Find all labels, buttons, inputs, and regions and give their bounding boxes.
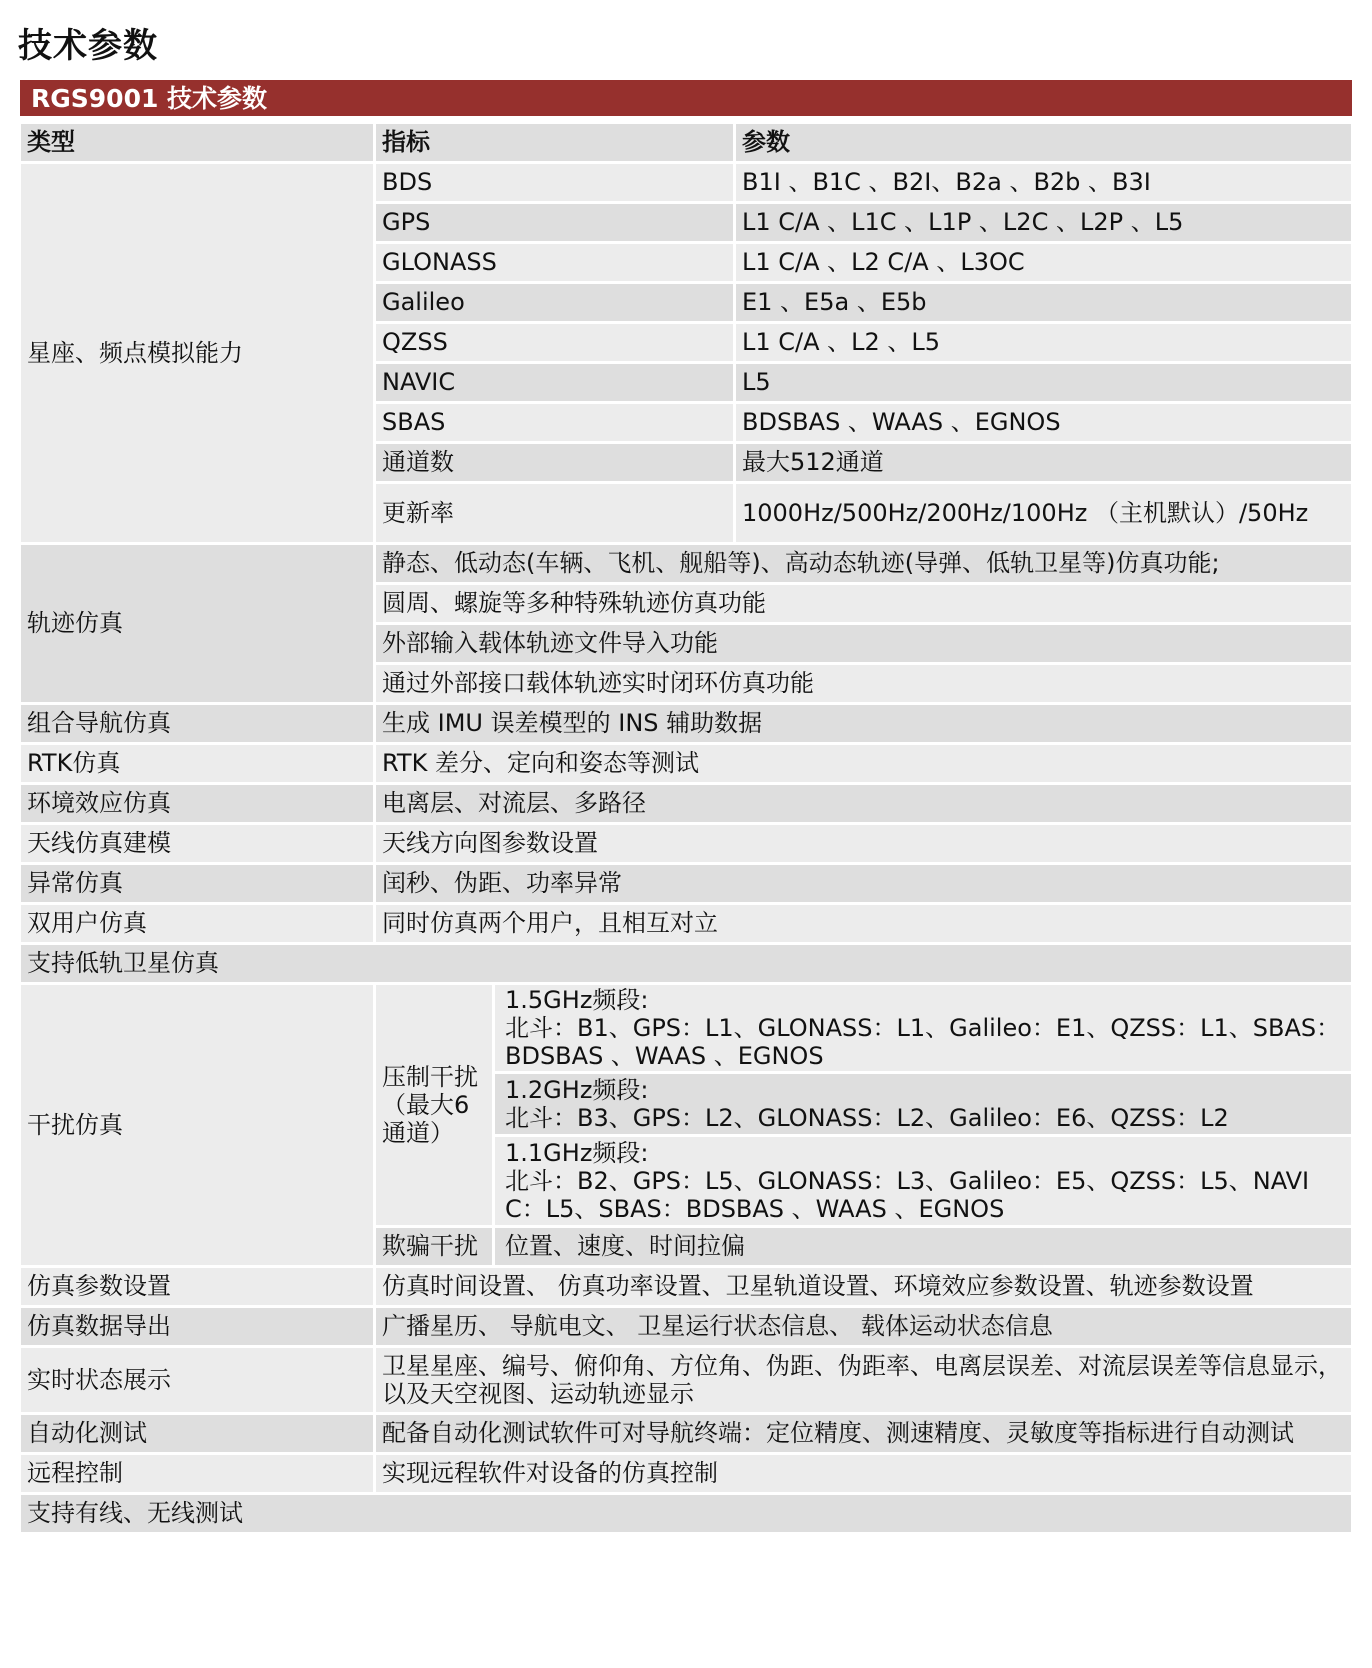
band-cell: 1.2GHz频段: 北斗：B3、GPS：L2、GLONASS：L2、Galileo：E6、QZSS：L2 bbox=[495, 1074, 1351, 1134]
type-cell: 组合导航仿真 bbox=[21, 705, 373, 742]
type-cell: 仿真参数设置 bbox=[21, 1268, 373, 1305]
table-row bbox=[21, 705, 1351, 742]
spec-table bbox=[18, 121, 1354, 1535]
param-cell: 电离层、对流层、多路径 bbox=[376, 785, 1351, 822]
page-title: 技术参数 bbox=[18, 26, 158, 66]
param-cell: 外部输入载体轨迹文件导入功能 bbox=[376, 625, 1351, 662]
type-cell: 支持有线、无线测试 bbox=[21, 1495, 1351, 1532]
type-cell: 自动化测试 bbox=[21, 1415, 373, 1452]
param-cell: 位置、速度、时间拉偏 bbox=[495, 1228, 1351, 1265]
param-cell: 静态、低动态(车辆、飞机、舰船等)、高动态轨迹(导弹、低轨卫星等)仿真功能; bbox=[376, 545, 1351, 582]
type-cell: 支持低轨卫星仿真 bbox=[21, 945, 1351, 982]
table-row bbox=[21, 905, 1351, 942]
index-cell: NAVIC bbox=[376, 364, 733, 401]
header-type: 类型 bbox=[21, 124, 373, 161]
param-cell: 广播星历、 导航电文、 卫星运行状态信息、 载体运动状态信息 bbox=[376, 1308, 1351, 1345]
header-param: 参数 bbox=[736, 124, 1351, 161]
index-cell: GLONASS bbox=[376, 244, 733, 281]
param-cell: 生成 IMU 误差模型的 INS 辅助数据 bbox=[376, 705, 1351, 742]
index-cell: Galileo bbox=[376, 284, 733, 321]
table-row bbox=[21, 1495, 1351, 1532]
param-cell: 1000Hz/500Hz/200Hz/100Hz （主机默认）/50Hz bbox=[736, 484, 1351, 542]
table-row bbox=[21, 745, 1351, 782]
param-cell: 通过外部接口载体轨迹实时闭环仿真功能 bbox=[376, 665, 1351, 702]
param-cell: 最大512通道 bbox=[736, 444, 1351, 481]
type-cell: 仿真数据导出 bbox=[21, 1308, 373, 1345]
index-cell: QZSS bbox=[376, 324, 733, 361]
param-cell: BDSBAS 、WAAS 、EGNOS bbox=[736, 404, 1351, 441]
table-row bbox=[21, 825, 1351, 862]
index-cell: 更新率 bbox=[376, 484, 733, 542]
table-row bbox=[21, 945, 1351, 982]
param-cell: 仿真时间设置、 仿真功率设置、卫星轨道设置、环境效应参数设置、轨迹参数设置 bbox=[376, 1268, 1351, 1305]
type-cell: 异常仿真 bbox=[21, 865, 373, 902]
type-cell: 环境效应仿真 bbox=[21, 785, 373, 822]
index-cell: 通道数 bbox=[376, 444, 733, 481]
param-cell: L1 C/A 、L2 、L5 bbox=[736, 324, 1351, 361]
table-row bbox=[21, 865, 1351, 902]
param-cell: L5 bbox=[736, 364, 1351, 401]
table-header-row bbox=[21, 124, 1351, 161]
spoof-label: 欺骗干扰 bbox=[376, 1228, 492, 1265]
category-interference: 干扰仿真 bbox=[21, 985, 373, 1265]
table-row bbox=[21, 545, 1351, 582]
table-row bbox=[21, 985, 1351, 1071]
param-cell: 天线方向图参数设置 bbox=[376, 825, 1351, 862]
index-cell: BDS bbox=[376, 164, 733, 201]
suppression-label: 压制干扰（最大6通道） bbox=[376, 985, 492, 1225]
param-cell: E1 、E5a 、E5b bbox=[736, 284, 1351, 321]
type-cell: 天线仿真建模 bbox=[21, 825, 373, 862]
param-cell: 同时仿真两个用户，且相互对立 bbox=[376, 905, 1351, 942]
type-cell: RTK仿真 bbox=[21, 745, 373, 782]
index-cell: GPS bbox=[376, 204, 733, 241]
table-row bbox=[21, 1455, 1351, 1492]
band-cell: 1.5GHz频段: 北斗：B1、GPS：L1、GLONASS：L1、Galileo：E1、QZSS：L1、SBAS：BDSBAS 、WAAS 、EGNOS bbox=[495, 985, 1351, 1071]
spec-banner: RGS9001 技术参数 bbox=[20, 80, 1352, 116]
header-index: 指标 bbox=[376, 124, 733, 161]
band-cell: 1.1GHz频段: 北斗：B2、GPS：L5、GLONASS：L3、Galileo：E5、QZSS：L5、NAVIC：L5、SBAS：BDSBAS 、WAAS 、EGNOS bbox=[495, 1137, 1351, 1225]
table-row bbox=[21, 1415, 1351, 1452]
type-cell: 实时状态展示 bbox=[21, 1348, 373, 1412]
param-cell: L1 C/A 、L2 C/A 、L3OC bbox=[736, 244, 1351, 281]
type-cell: 双用户仿真 bbox=[21, 905, 373, 942]
table-row bbox=[21, 164, 1351, 201]
param-cell: 卫星星座、编号、俯仰角、方位角、伪距、伪距率、电离层误差、对流层误差等信息显示， 以及天空视图、运动轨迹显示 bbox=[376, 1348, 1351, 1412]
param-cell: 实现远程软件对设备的仿真控制 bbox=[376, 1455, 1351, 1492]
table-row bbox=[21, 1308, 1351, 1345]
table-row bbox=[21, 1348, 1351, 1412]
type-cell: 远程控制 bbox=[21, 1455, 373, 1492]
param-cell: L1 C/A 、L1C 、L1P 、L2C 、L2P 、L5 bbox=[736, 204, 1351, 241]
category-constellation: 星座、频点模拟能力 bbox=[21, 164, 373, 542]
category-trajectory: 轨迹仿真 bbox=[21, 545, 373, 702]
table-row bbox=[21, 785, 1351, 822]
param-cell: RTK 差分、定向和姿态等测试 bbox=[376, 745, 1351, 782]
index-cell: SBAS bbox=[376, 404, 733, 441]
param-cell: 闰秒、伪距、功率异常 bbox=[376, 865, 1351, 902]
param-cell: B1I 、B1C 、B2I、B2a 、B2b 、B3I bbox=[736, 164, 1351, 201]
param-cell: 配备自动化测试软件可对导航终端：定位精度、测速精度、灵敏度等指标进行自动测试 bbox=[376, 1415, 1351, 1452]
param-cell: 圆周、螺旋等多种特殊轨迹仿真功能 bbox=[376, 585, 1351, 622]
table-row bbox=[21, 1268, 1351, 1305]
